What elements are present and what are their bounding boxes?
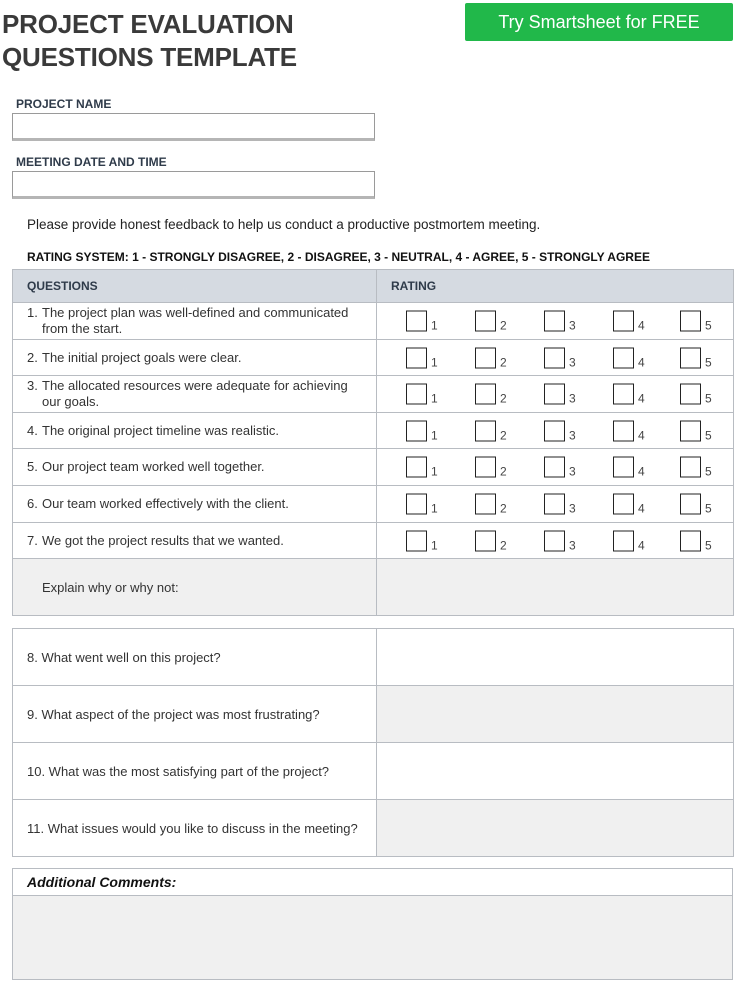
question-text: The project plan was well-defined and communicated from the start. [42,305,349,336]
try-smartsheet-button[interactable]: Try Smartsheet for FREE [465,3,733,41]
rating-checkbox[interactable] [544,494,565,515]
rating-option-label: 4 [638,538,645,552]
open-question-answer[interactable] [377,800,734,857]
rating-option-label: 3 [569,501,576,516]
rating-option-1 [406,420,438,441]
explain-row [13,559,734,616]
rating-option-3 [544,494,576,515]
rating-option-label: 3 [569,428,576,442]
open-question-answer[interactable] [377,629,734,686]
rating-option-label: 1 [431,391,438,406]
rating-option-3 [544,347,576,368]
rating-option-2 [475,494,507,515]
rating-checkbox[interactable] [680,457,701,478]
question-number: 6. [27,496,38,511]
rating-checkbox[interactable] [406,347,427,368]
open-question-answer[interactable] [377,686,734,743]
rating-cell [377,413,734,449]
question-row [13,413,734,449]
rating-system-legend: RATING SYSTEM: 1 - STRONGLY DISAGREE, 2 - DISAGREE, 3 - NEUTRAL, 4 - AGREE, 5 - STRONGLY AGREE [27,250,650,264]
explain-label: Explain why or why not: [13,559,377,616]
question-row [13,486,734,523]
question-cell [13,486,377,523]
rating-option-5 [680,494,712,515]
rating-option-label: 1 [431,355,438,369]
rating-option-label: 3 [569,318,576,333]
rating-option-4 [613,494,645,515]
rating-checkbox[interactable] [544,420,565,441]
rating-checkbox[interactable] [680,384,701,405]
rating-option-label: 1 [431,501,438,516]
rating-option-1 [406,494,438,515]
rating-checkbox[interactable] [406,420,427,441]
rating-option-label: 2 [500,355,507,369]
question-text: The initial project goals were clear. [42,349,242,365]
open-question-row [13,686,734,743]
open-question-answer[interactable] [377,743,734,800]
title-line-1: PROJECT EVALUATION [2,9,294,39]
question-text: The original project timeline was realistic. [42,422,279,438]
rating-option-3 [544,384,576,405]
rating-checkbox[interactable] [475,494,496,515]
rating-option-label: 3 [569,355,576,369]
rating-option-label: 2 [500,538,507,552]
rating-option-label: 1 [431,428,438,442]
rating-checkbox[interactable] [544,311,565,332]
rating-option-2 [475,457,507,478]
rating-checkbox[interactable] [406,457,427,478]
rating-option-4 [613,311,645,332]
rating-option-label: 5 [705,538,712,552]
rating-option-label: 2 [500,428,507,442]
rating-checkbox[interactable] [613,530,634,551]
rating-option-label: 2 [500,391,507,406]
question-number: 2. [27,349,38,365]
rating-option-label: 2 [500,464,507,479]
additional-comments-input[interactable] [12,895,733,980]
question-row [13,523,734,559]
rating-option-label: 5 [705,464,712,479]
rating-checkbox[interactable] [406,494,427,515]
explain-input[interactable] [377,559,734,616]
rating-option-label: 5 [705,355,712,369]
rating-option-2 [475,347,507,368]
question-row [13,340,734,376]
project-name-input[interactable] [12,113,375,141]
question-cell [13,413,377,449]
rating-option-label: 4 [638,428,645,442]
rating-option-label: 3 [569,538,576,552]
rating-option-label: 1 [431,464,438,479]
rating-checkbox[interactable] [680,530,701,551]
rating-option-4 [613,530,645,551]
rating-option-label: 5 [705,391,712,406]
rating-option-5 [680,311,712,332]
rating-checkbox[interactable] [406,384,427,405]
meeting-date-input[interactable] [12,171,375,199]
rating-option-4 [613,347,645,368]
open-question-text: 8. What went well on this project? [13,629,377,686]
rating-checkbox[interactable] [613,347,634,368]
rating-checkbox[interactable] [475,457,496,478]
rating-option-label: 4 [638,318,645,333]
rating-option-label: 1 [431,538,438,552]
rating-option-label: 4 [638,501,645,516]
rating-table [12,269,734,616]
rating-option-2 [475,384,507,405]
rating-checkbox[interactable] [475,347,496,368]
open-question-row [13,629,734,686]
open-questions-table [12,628,734,857]
question-text: The allocated resources were adequate for achieving our goals. [42,378,348,409]
rating-option-label: 4 [638,355,645,369]
rating-option-1 [406,311,438,332]
question-text: We got the project results that we wanted. [42,532,284,548]
rating-checkbox[interactable] [544,384,565,405]
question-row [13,376,734,413]
rating-option-4 [613,420,645,441]
additional-comments-label: Additional Comments: [12,868,733,895]
rating-option-5 [680,530,712,551]
rating-checkbox[interactable] [544,457,565,478]
rating-checkbox[interactable] [613,494,634,515]
rating-cell [377,449,734,486]
rating-option-5 [680,457,712,478]
rating-checkbox[interactable] [406,530,427,551]
rating-checkbox[interactable] [680,347,701,368]
rating-option-label: 4 [638,391,645,406]
title-line-2: QUESTIONS TEMPLATE [2,42,297,72]
rating-option-4 [613,384,645,405]
question-number: 4. [27,422,38,438]
rating-option-label: 5 [705,318,712,333]
rating-option-3 [544,311,576,332]
question-number: 3. [27,378,38,393]
question-text: Our team worked effectively with the client. [42,496,289,511]
rating-cell [377,523,734,559]
rating-cell [377,303,734,340]
question-cell [13,303,377,340]
rating-checkbox[interactable] [613,384,634,405]
question-cell [13,376,377,413]
rating-option-1 [406,384,438,405]
rating-option-4 [613,457,645,478]
rating-option-2 [475,530,507,551]
rating-checkbox[interactable] [613,311,634,332]
rating-option-label: 2 [500,501,507,516]
rating-option-3 [544,530,576,551]
rating-cell [377,486,734,523]
rating-checkbox[interactable] [475,311,496,332]
meeting-date-label: MEETING DATE AND TIME [16,155,167,169]
rating-checkbox[interactable] [680,494,701,515]
rating-checkbox[interactable] [613,457,634,478]
rating-cell [377,340,734,376]
rating-option-label: 3 [569,391,576,406]
rating-checkbox[interactable] [680,311,701,332]
rating-checkbox[interactable] [475,384,496,405]
rating-option-label: 2 [500,318,507,333]
question-cell [13,523,377,559]
rating-option-2 [475,311,507,332]
rating-checkbox[interactable] [544,530,565,551]
open-question-text: 9. What aspect of the project was most frustrating? [13,686,377,743]
rating-option-1 [406,457,438,478]
open-question-text: 10. What was the most satisfying part of the project? [13,743,377,800]
rating-option-3 [544,457,576,478]
rating-option-5 [680,347,712,368]
rating-checkbox[interactable] [406,311,427,332]
question-number: 1. [27,305,38,320]
question-row [13,303,734,340]
rating-option-1 [406,530,438,551]
page-title [2,8,297,74]
rating-option-label: 5 [705,428,712,442]
project-name-label: PROJECT NAME [16,97,112,111]
rating-option-label: 1 [431,318,438,333]
rating-option-label: 4 [638,464,645,479]
rating-column-header: RATING [377,270,734,303]
open-question-row [13,800,734,857]
rating-checkbox[interactable] [475,530,496,551]
rating-checkbox[interactable] [475,420,496,441]
question-number: 5. [27,459,38,474]
rating-option-2 [475,420,507,441]
open-question-text: 11. What issues would you like to discuss in the meeting? [13,800,377,857]
rating-option-3 [544,420,576,441]
rating-option-label: 3 [569,464,576,479]
question-text: Our project team worked well together. [42,459,265,474]
rating-option-1 [406,347,438,368]
rating-option-5 [680,384,712,405]
question-row [13,449,734,486]
question-cell [13,449,377,486]
rating-checkbox[interactable] [613,420,634,441]
question-number: 7. [27,532,38,548]
rating-option-5 [680,420,712,441]
rating-checkbox[interactable] [680,420,701,441]
rating-checkbox[interactable] [544,347,565,368]
rating-cell [377,376,734,413]
question-cell [13,340,377,376]
questions-column-header: QUESTIONS [13,270,377,303]
rating-option-label: 5 [705,501,712,516]
open-question-row [13,743,734,800]
intro-text: Please provide honest feedback to help us conduct a productive postmortem meeting. [27,217,541,232]
